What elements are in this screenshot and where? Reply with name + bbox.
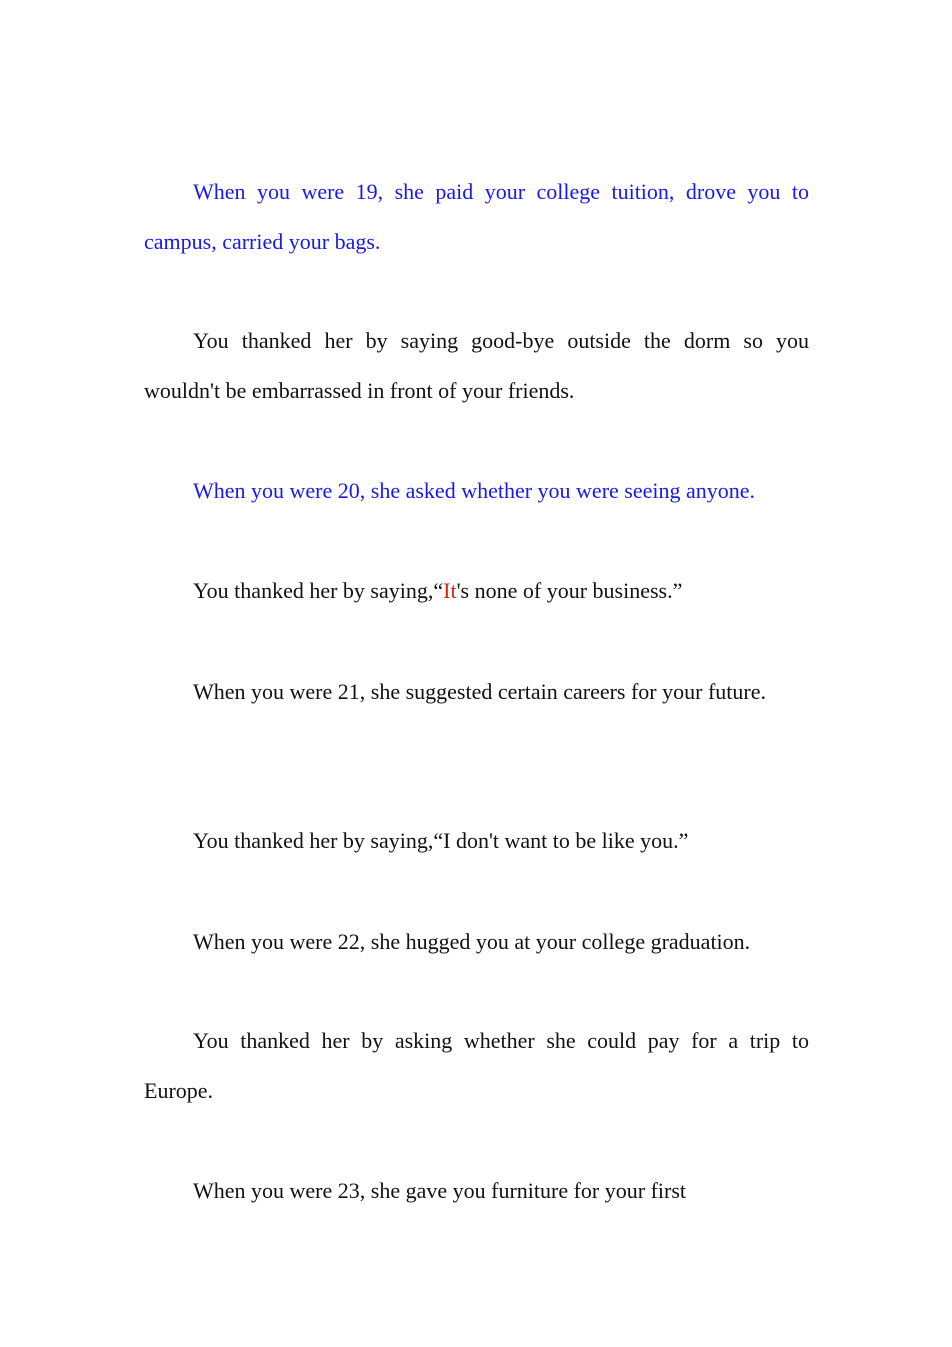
- paragraph-thanks-careers: You thanked her by saying,“I don't want to be like you.”: [193, 828, 689, 853]
- quote-before: You thanked her by saying,“: [193, 578, 444, 603]
- quote-after: 's none of your business.”: [456, 578, 683, 603]
- paragraph-age-20: When you were 20, she asked whether you were seeing anyone.: [193, 478, 756, 503]
- paragraph-thanks-europe: You thanked her by asking whether she could pay for a trip to Europe.: [144, 1028, 809, 1103]
- paragraph-age-23: When you were 23, she gave you furniture for your first: [193, 1178, 687, 1203]
- highlighted-word: It: [443, 578, 457, 603]
- paragraph-thanks-business: [144, 566, 809, 616]
- paragraph-age-19: When you were 19, she paid your college tuition, drove you to campus, carried your bags.: [144, 179, 809, 254]
- paragraph-age-21: When you were 21, she suggested certain careers for your future.: [193, 679, 766, 704]
- paragraph-age-22: When you were 22, she hugged you at your college graduation.: [193, 929, 751, 954]
- paragraph-thanks-dorm: You thanked her by saying good-bye outside the dorm so you wouldn't be embarrassed in front of your friends.: [144, 328, 809, 403]
